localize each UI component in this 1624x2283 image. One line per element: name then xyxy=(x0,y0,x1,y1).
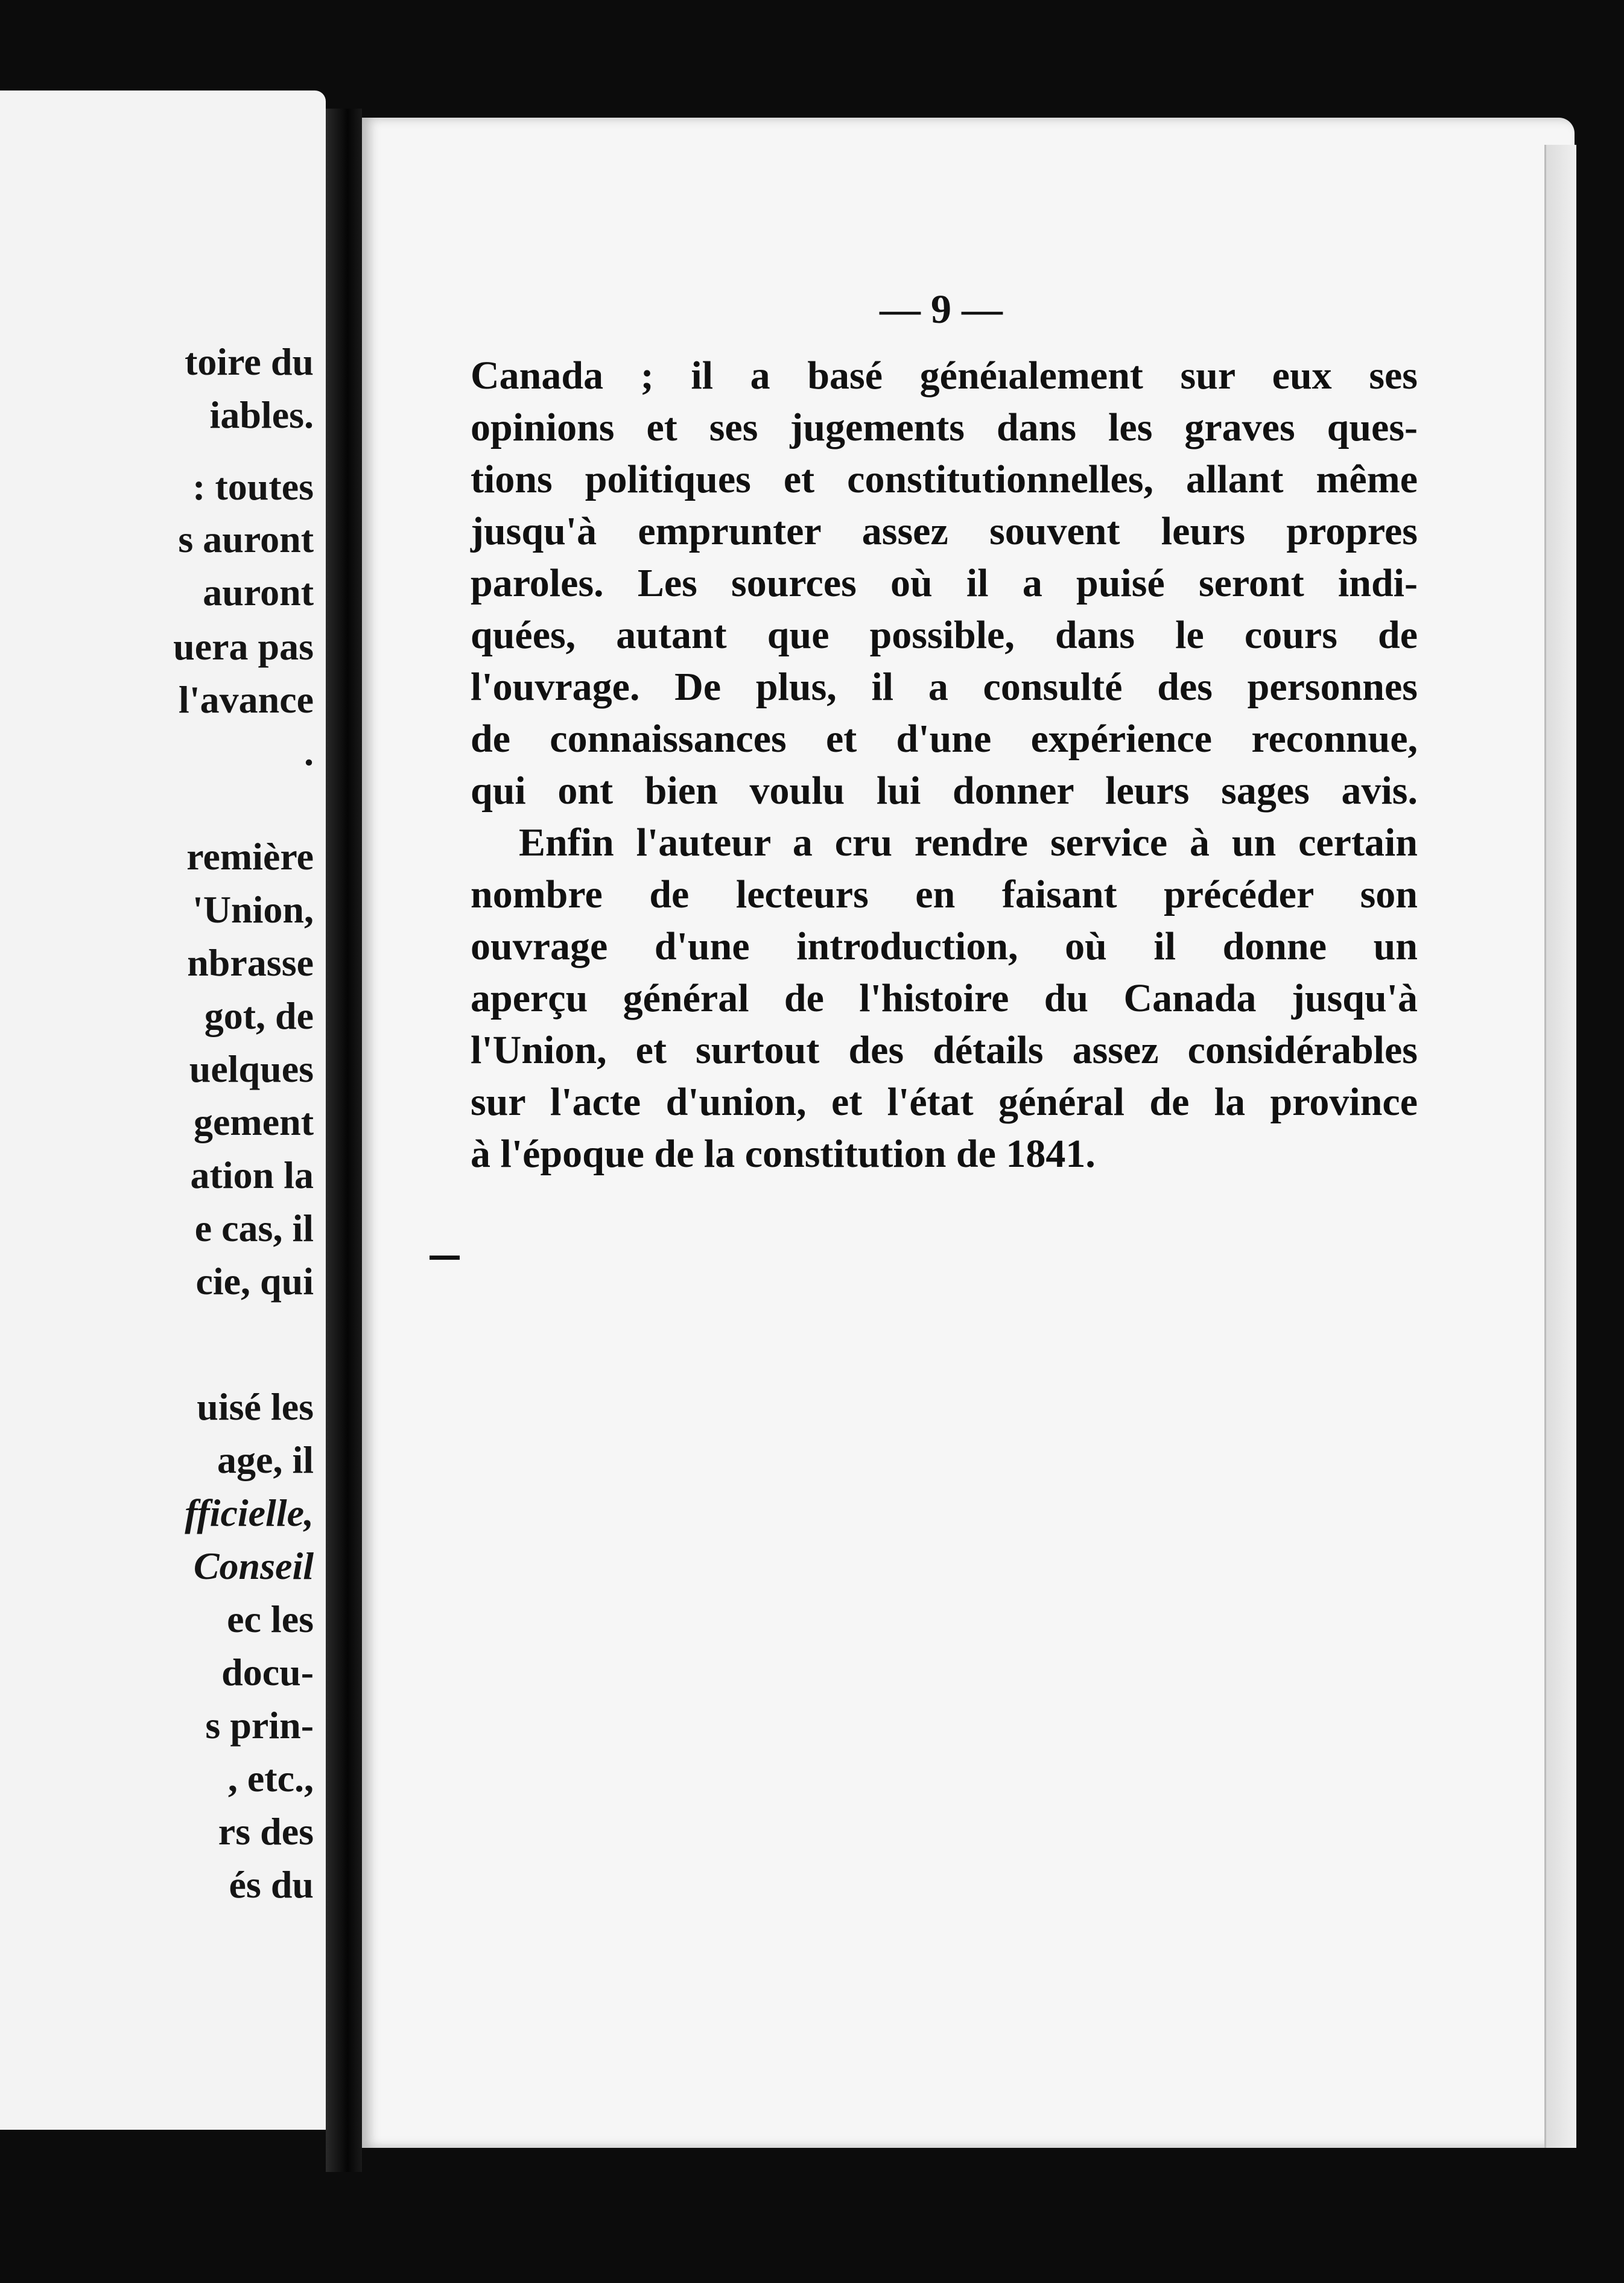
left-page-line: fficielle, xyxy=(185,1491,314,1534)
left-page-line: s prin- xyxy=(205,1704,314,1747)
text-line: sur l'acte d'union, et l'état général de la province xyxy=(471,1080,1418,1124)
text-line: ouvrage d'une introduction, où il donne un xyxy=(471,924,1418,968)
body-text xyxy=(471,350,1418,1180)
margin-dash xyxy=(430,1256,460,1260)
left-page-line: gement xyxy=(193,1100,314,1143)
text-line: qui ont bien voulu lui donner leurs sages avis. xyxy=(471,769,1418,813)
right-page xyxy=(362,118,1575,2148)
left-page-line: docu- xyxy=(221,1651,314,1694)
left-page-line: e cas, il xyxy=(194,1207,314,1249)
text-line: opinions et ses jugements dans les graves ques- xyxy=(471,405,1418,449)
left-page-line: remière xyxy=(186,835,314,878)
left-page-line: toire du xyxy=(185,340,314,383)
text-line: Enfin l'auteur a cru rendre service à un certain xyxy=(519,821,1418,865)
left-page-line: . xyxy=(304,731,314,773)
left-page-line: ec les xyxy=(227,1598,314,1640)
text-line: de connaissances et d'une expérience reconnue, xyxy=(471,717,1418,761)
text-line: tions politiques et constitutionnelles, allant même xyxy=(471,457,1418,501)
left-page-line: ation la xyxy=(190,1154,314,1196)
left-page-line: , etc., xyxy=(227,1757,314,1800)
left-page xyxy=(0,90,326,2130)
text-line: quées, autant que possible, dans le cours de xyxy=(471,613,1418,657)
text-line: Canada ; il a basé généıalement sur eux ses xyxy=(471,354,1418,398)
left-page-line: uera pas xyxy=(173,625,314,668)
left-page-line: cie, qui xyxy=(195,1260,314,1303)
left-page-line: Conseil xyxy=(193,1545,314,1587)
text-line: nombre de lecteurs en faisant précéder son xyxy=(471,872,1418,916)
text-line: l'ouvrage. De plus, il a consulté des personnes xyxy=(471,665,1418,709)
left-page-line: auront xyxy=(203,571,314,614)
left-page-line: : toutes xyxy=(192,465,314,508)
left-page-line: uisé les xyxy=(197,1385,314,1428)
page-number: — 9 — xyxy=(880,286,1003,332)
text-line: aperçu général de l'histoire du Canada jusqu'à xyxy=(471,976,1418,1020)
text-line: paroles. Les sources où il a puisé seront indi- xyxy=(471,561,1418,605)
text-line: l'Union, et surtout des détails assez considérables xyxy=(471,1028,1418,1072)
book-gutter xyxy=(326,109,362,2172)
left-page-line: l'avance xyxy=(179,678,314,721)
left-page-line: 'Union, xyxy=(192,888,314,931)
left-page-line: uelques xyxy=(189,1047,314,1090)
page-edges xyxy=(1544,145,1576,2148)
left-page-line: nbrasse xyxy=(187,941,314,984)
left-page-line: got, de xyxy=(204,994,314,1037)
left-page-line: rs des xyxy=(218,1810,314,1853)
left-page-line: iables. xyxy=(209,393,314,436)
left-page-line: s auront xyxy=(178,518,314,560)
text-line: à l'époque de la constitution de 1841. xyxy=(471,1132,1096,1176)
left-page-line: és du xyxy=(229,1863,314,1906)
text-line: jusqu'à emprunter assez souvent leurs propres xyxy=(471,509,1418,553)
left-page-line: age, il xyxy=(217,1438,314,1481)
